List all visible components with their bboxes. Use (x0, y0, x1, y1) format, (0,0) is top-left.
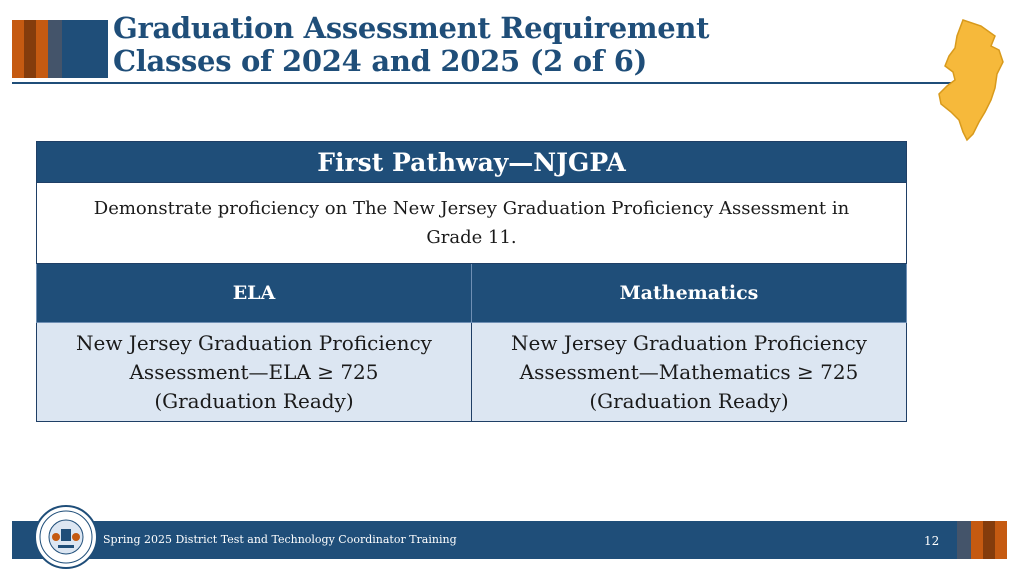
math-requirement-line-1: New Jersey Graduation Proficiency (511, 330, 867, 355)
ela-requirement (37, 323, 472, 422)
subject-math-header: Mathematics (472, 264, 907, 323)
new-jersey-map-icon (933, 16, 1007, 144)
header-accent-stripes (12, 20, 108, 78)
pathway-description (37, 183, 907, 264)
math-requirement-line-2: Assessment—Mathematics ≥ 725 (519, 359, 859, 384)
footer-accent-stripes (957, 521, 1007, 559)
title-divider (12, 82, 967, 84)
page-title (113, 12, 709, 78)
ela-requirement-line-3: (Graduation Ready) (154, 388, 354, 413)
title-line-1: Graduation Assessment Requirement (113, 11, 710, 45)
subject-ela-header: ELA (37, 264, 472, 323)
ela-requirement-line-2: Assessment—ELA ≥ 725 (129, 359, 379, 384)
page-number: 12 (924, 534, 940, 548)
math-requirement-line-3: (Graduation Ready) (589, 388, 789, 413)
pathway-header: First Pathway—NJGPA (37, 142, 907, 183)
pathway-description-text: Demonstrate proficiency on The New Jersey Graduation Proficiency Assessment in Grade 11. (93, 198, 850, 248)
title-line-2: Classes of 2024 and 2025 (2 of 6) (113, 44, 648, 78)
math-requirement (472, 323, 907, 422)
first-pathway-table (36, 141, 907, 422)
department-of-education-seal-icon (34, 505, 98, 569)
ela-requirement-line-1: New Jersey Graduation Proficiency (76, 330, 432, 355)
footer-text: Spring 2025 District Test and Technology Coordinator Training (103, 533, 457, 546)
